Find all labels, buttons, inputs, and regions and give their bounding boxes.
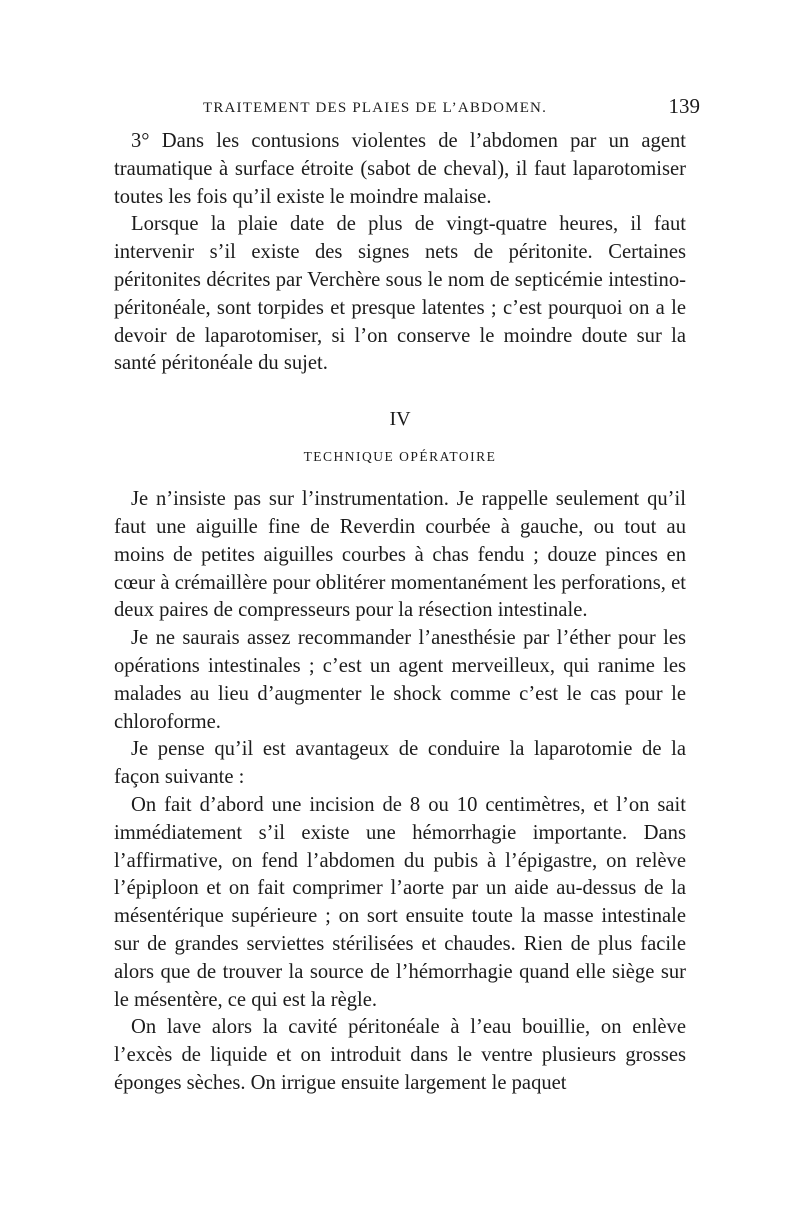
- paragraph-incision: On fait d’abord une incision de 8 ou 10 centimètres, et l’on sait immédiatement s’il existe une hémorrhagie importante. Dans l’affirmative, on fend l’abdomen du pubis à l’épigastre, on relève l’épiploon et on fait comprimer l’aorte par un aide au-dessus de la mésentérique supérieure ; on sort ensuite toute la masse intestinale sur de grandes serviettes stérilisées et chaudes. Rien de plus facile alors que de trouver la source de l’hémorrhagie quand elle siège sur le mésentère, ce qui est la règle.: [114, 793, 686, 1011]
- section-numeral: IV: [389, 408, 411, 431]
- section-title: TECHNIQUE OPÉRATOIRE: [303, 449, 497, 465]
- paragraph-peritonite: Lorsque la plaie date de plus de vingt-quatre heures, il faut intervenir s’il existe des signes nets de péritonite. Certaines péritonites décrites par Verchère sous le nom de septicémie intestino-péritonéale, sont torpides et presque latentes ; c’est pourquoi on a le devoir de laparotomiser, si l’on conserve le moindre doute sur la santé péritonéale du sujet.: [114, 213, 686, 375]
- paragraph-anesthesie: Je ne saurais assez recommander l’anesthésie par l’éther pour les opérations intestinales ; c’est un agent merveilleux, qui ranime les malades au lieu d’augmenter le shock comme c’est le cas pour le chloroforme.: [114, 627, 686, 733]
- paragraph-laparotomie: Je pense qu’il est avantageux de conduire la laparotomie de la façon suivante :: [114, 738, 686, 789]
- paragraph-instrumentation: Je n’insiste pas sur l’instrumentation. Je rappelle seulement qu’il faut une aiguille fine de Reverdin courbée à gauche, ou tout au moins de petites aiguilles courbes à chas fendu ; douze pinces en cœur à crémaillère pour oblitérer momentanément les perforations, et deux paires de compresseurs pour la résection intestinale.: [114, 488, 686, 622]
- paragraph-lavage: On lave alors la cavité péritonéale à l’eau bouillie, on enlève l’excès de liquide et on introduit dans le ventre plusieurs grosses éponges sèches. On irrigue ensuite largement le paquet: [114, 1016, 686, 1094]
- page-header: [110, 94, 700, 124]
- page-number: 139: [668, 94, 700, 118]
- body-text: [114, 128, 686, 1098]
- paragraph-contusions: 3° Dans les contusions violentes de l’abdomen par un agent traumatique à surface étroite (sabot de cheval), il faut laparotomiser toutes les fois qu’il existe le moindre malaise.: [114, 130, 686, 208]
- running-head: TRAITEMENT DES PLAIES DE L’ABDOMEN.: [202, 100, 548, 116]
